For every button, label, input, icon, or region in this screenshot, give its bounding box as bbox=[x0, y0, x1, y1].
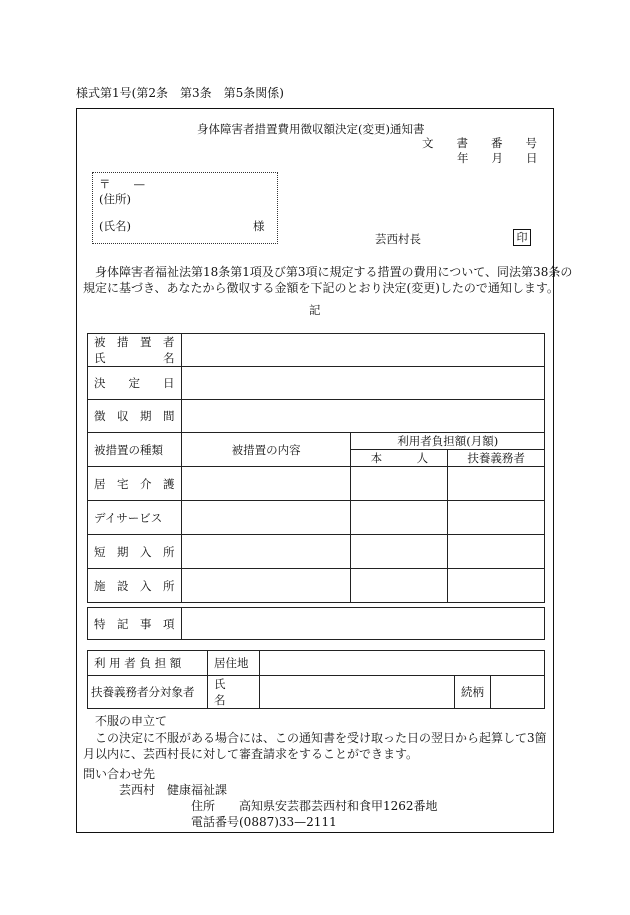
residence-value bbox=[260, 651, 545, 676]
contact-address: 住所 高知県安芸郡芸西村和食甲1262番地 bbox=[191, 799, 438, 813]
cell bbox=[351, 467, 448, 501]
postal-code: 〒 — bbox=[99, 177, 145, 191]
appeal-line-2: 月以内に、芸西村長に対して審査請求をすることができます。 bbox=[83, 747, 419, 761]
honorific: 様 bbox=[253, 219, 265, 233]
collection-period-label: 徴 収 期 間 bbox=[88, 400, 182, 433]
burden-target-table bbox=[87, 650, 545, 709]
table-row bbox=[88, 334, 545, 367]
self-header: 本 人 bbox=[351, 450, 448, 467]
cell bbox=[448, 501, 545, 535]
address-box bbox=[92, 172, 278, 244]
table-row bbox=[88, 676, 545, 709]
name-label-cell: 氏 名 bbox=[208, 676, 260, 709]
document-date: 年 月 日 bbox=[457, 151, 538, 165]
notice-frame bbox=[76, 108, 573, 833]
type-short-stay: 短 期 入 所 bbox=[88, 535, 182, 569]
supporter-header: 扶養義務者 bbox=[448, 450, 545, 467]
body-line-2: 規定に基づき、あなたから徴収する金額を下記のとおり決定(変更)したので通知します。 bbox=[83, 281, 559, 295]
appeal-heading: 不服の申立て bbox=[95, 714, 168, 728]
contact-dept: 芸西村 健康福祉課 bbox=[119, 783, 228, 797]
table-row bbox=[88, 569, 545, 603]
contact-phone: 電話番号(0887)33—2111 bbox=[191, 815, 337, 829]
person-name-label bbox=[88, 334, 182, 367]
document-number: 文 書 番 号 bbox=[422, 136, 537, 150]
cell bbox=[181, 501, 350, 535]
person-label-line1: 被 措 置 者 bbox=[94, 335, 175, 349]
cell bbox=[181, 467, 350, 501]
type-home-care: 居 宅 介 護 bbox=[88, 467, 182, 501]
cell bbox=[351, 501, 448, 535]
cell bbox=[448, 535, 545, 569]
collection-period-value bbox=[181, 400, 544, 433]
name-value bbox=[260, 676, 455, 709]
table-row bbox=[88, 400, 545, 433]
name-label: (氏名) bbox=[99, 219, 131, 233]
decision-date-label: 決 定 日 bbox=[88, 367, 182, 400]
relation-label: 続柄 bbox=[455, 676, 491, 709]
residence-label: 居住地 bbox=[208, 651, 260, 676]
table-header-row bbox=[88, 433, 545, 450]
special-notes-table bbox=[87, 607, 545, 640]
cell bbox=[448, 467, 545, 501]
appeal-line-1: この決定に不服がある場合には、この通知書を受け取った日の翌日から起算して3箇 bbox=[83, 731, 547, 745]
burden-header: 利用者負担額(月額) bbox=[351, 433, 545, 450]
table-row bbox=[88, 608, 545, 640]
notice-title: 身体障害者措置費用徴収額決定(変更)通知書 bbox=[197, 122, 425, 136]
contact-heading: 問い合わせ先 bbox=[83, 767, 156, 781]
decision-date-value bbox=[181, 367, 544, 400]
person-name-value bbox=[181, 334, 544, 367]
cell bbox=[181, 569, 350, 603]
supporter-label: 扶養義務者分対象者 bbox=[88, 676, 208, 709]
table-row bbox=[88, 467, 545, 501]
burden-label: 利 用 者 負 担 額 bbox=[88, 651, 208, 676]
ki-heading: 記 bbox=[309, 303, 321, 317]
relation-value bbox=[491, 676, 545, 709]
type-facility: 施 設 入 所 bbox=[88, 569, 182, 603]
form-label: 様式第1号(第2条 第3条 第5条関係) bbox=[76, 86, 284, 100]
table-row bbox=[88, 367, 545, 400]
cell bbox=[351, 569, 448, 603]
body-line-1: 身体障害者福祉法第18条第1項及び第3項に規定する措置の費用について、同法第38条の bbox=[83, 265, 573, 279]
seal-mark: 印 bbox=[513, 229, 531, 246]
table-row bbox=[88, 535, 545, 569]
type-day-service: デイサービス bbox=[88, 501, 182, 535]
cell bbox=[448, 569, 545, 603]
person-label-line2: 氏 名 bbox=[94, 351, 175, 365]
measure-table bbox=[87, 333, 545, 603]
cell bbox=[351, 535, 448, 569]
special-notes-value bbox=[182, 608, 545, 640]
content-header: 被措置の内容 bbox=[181, 433, 350, 467]
special-notes-label: 特 記 事 項 bbox=[88, 608, 182, 640]
issuer: 芸西村長 bbox=[375, 232, 421, 246]
address-label: (住所) bbox=[99, 192, 131, 206]
table-row bbox=[88, 501, 545, 535]
cell bbox=[181, 535, 350, 569]
type-header: 被措置の種類 bbox=[88, 433, 182, 467]
table-row bbox=[88, 651, 545, 676]
